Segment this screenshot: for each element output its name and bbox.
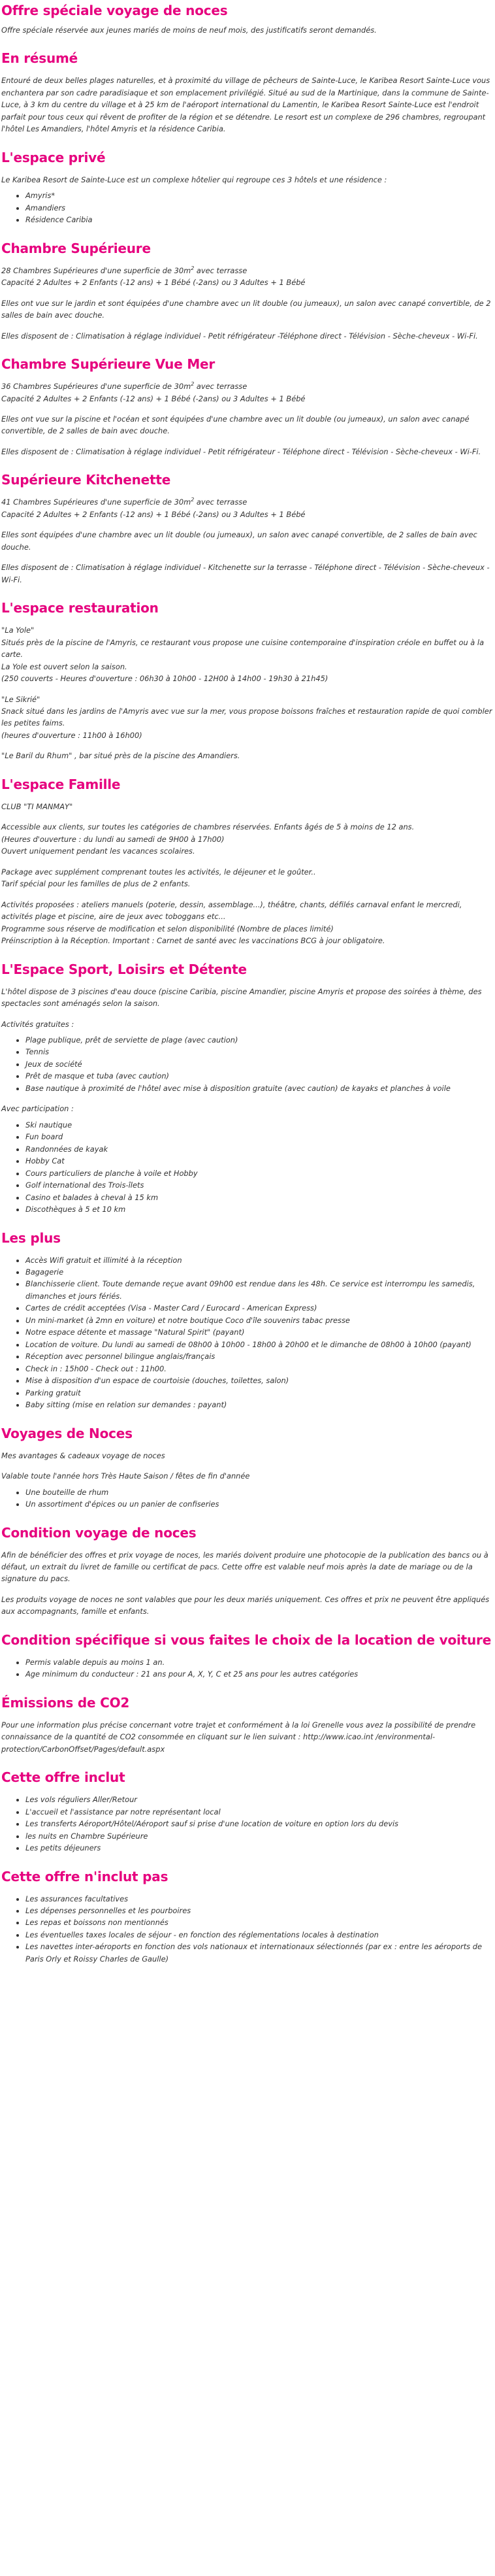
section-chambre-vue-mer	[1, 356, 492, 458]
list-item: • Les navettes inter-aéroports en fonction des vols nationaux et internationaux sélectionnés (par ex : entre les aéroports de Paris Orly et Roissy Charles de Gaulle)	[25, 1941, 492, 1965]
list-item: • Les assurances facultatives	[25, 1893, 492, 1905]
list-item: • Baby sitting (mise en relation sur demandes : payant)	[25, 1399, 492, 1411]
list-item: • Jeux de société	[25, 1058, 492, 1070]
room-description: Elles ont vue sur le jardin et sont équipées d'une chambre avec un lit double (ou jumeaux), un salon avec canapé convertible, de 2 salles de bain avec douche.	[1, 298, 491, 320]
section-les-plus	[1, 1230, 492, 1411]
list-item: • Golf international des Trois-îlets	[25, 1179, 492, 1191]
section-location-voiture	[1, 1632, 492, 1681]
section-title: Condition spécifique si vous faites le choix de la location de voiture	[1, 1631, 492, 1648]
section-offre-ninclut-pas	[1, 1869, 492, 1965]
list-item: • Permis valable depuis au moins 1 an.	[25, 1656, 492, 1668]
espace-prive-text: Le Karibea Resort de Sainte-Luce est un complexe hôtelier qui regroupe ces 3 hôtels et une résidence :	[1, 175, 387, 184]
voyages-validity: Valable toute l'année hors Très Haute Saison / fêtes de fin d'année	[1, 1471, 250, 1481]
room-equipment: Elles disposent de : Climatisation à réglage individuel - Petit réfrigérateur - Téléphone direct - Télévision - Sèche-cheveux - Wi-Fi.	[1, 446, 481, 456]
section-title: Les plus	[1, 1229, 61, 1246]
list-item: • Tennis	[25, 1046, 492, 1058]
list-item: • Accès Wifi gratuit et illimité à la réception	[25, 1254, 492, 1266]
list-item: • Résidence Caribia	[25, 214, 492, 226]
sport-intro: L'hôtel dispose de 3 piscines d'eau douce (piscine Caribia, piscine Amandier, piscine Amyris et propose des soirées à thème, des spectacles sont aménagés selon la saison.	[1, 986, 482, 1009]
section-title: L'espace Famille	[1, 776, 121, 792]
list-item: • Les transferts Aéroport/Hôtel/Aéroport sauf si prise d'une location de voiture en option lors du devis	[25, 1818, 492, 1830]
list-item: • Plage publique, prêt de serviette de plage (avec caution)	[25, 1034, 492, 1046]
section-offre-speciale	[1, 3, 492, 36]
paid-activities-label: Avec participation :	[1, 1104, 74, 1114]
section-title: Chambre Supérieure Vue Mer	[1, 356, 216, 373]
included-list	[1, 1794, 492, 1854]
list-item: • Notre espace détente et massage "Natural Spirit" (payant)	[25, 1326, 492, 1338]
section-title: Offre spéciale voyage de noces	[1, 3, 228, 18]
list-item: • Age minimum du conducteur : 21 ans pour A, X, Y, C et 25 ans pour les autres catégories	[25, 1668, 492, 1680]
list-item: • Blanchisserie client. Toute demande reçue avant 09h00 est rendue dans les 48h. Ce service est interrompu les samedis, dimanches et jours fériés.	[25, 1278, 492, 1302]
section-restauration	[1, 600, 492, 762]
club-activities: Activités proposées : ateliers manuels (poterie, dessin, assemblage...), théâtre, chants, défilés carnaval enfant le mercredi, activités plage et piscine, aire de jeux avec toboggans etc... Programme sous réserve de modification et selon disponibilité (Nombre de places limité) Préinscription à la Réception. Important : Carnet de santé avec les vaccinations BCG à jour obligatoire.	[1, 899, 462, 946]
room-capacity: Capacité 2 Adultes + 2 Enfants (-12 ans) + 1 Bébé (-2ans) ou 3 Adultes + 1 Bébé	[1, 393, 306, 403]
section-title: Cette offre inclut	[1, 1769, 125, 1786]
list-item: • Location de voiture. Du lundi au samedi de 08h00 à 10h00 - 18h00 à 20h00 et le dimanche de 08h00 à 10h00 (payant)	[25, 1339, 492, 1350]
hotel-list	[1, 190, 492, 226]
section-title: L'Espace Sport, Loisirs et Détente	[1, 961, 247, 977]
list-item: • les nuits en Chambre Supérieure	[25, 1830, 492, 1842]
section-condition-voyage	[1, 1525, 492, 1618]
club-name: CLUB "TI MANMAY"	[1, 801, 73, 811]
section-offre-inclut	[1, 1769, 492, 1854]
room-specs	[1, 265, 492, 289]
list-item: • Bagagerie	[25, 1266, 492, 1278]
offre-text: Offre spéciale réservée aux jeunes mariés de moins de neuf mois, des justificatifs seront demandés.	[1, 25, 377, 35]
section-title: En résumé	[1, 50, 78, 67]
list-item: • Check in : 15h00 - Check out : 11h00.	[25, 1363, 492, 1375]
free-activities-label: Activités gratuites :	[1, 1019, 74, 1029]
room-equipment: Elles disposent de : Climatisation à réglage individuel - Petit réfrigérateur -Téléphone direct - Télévision - Sèche-cheveux - Wi-Fi.	[1, 331, 478, 341]
section-title: Cette offre n'inclut pas	[1, 1868, 168, 1884]
list-item: • Parking gratuit	[25, 1387, 492, 1399]
section-title: Chambre Supérieure	[1, 240, 151, 256]
room-capacity: Capacité 2 Adultes + 2 Enfants (-12 ans) + 1 Bébé (-2ans) ou 3 Adultes + 1 Bébé	[1, 509, 306, 519]
list-item: • Ski nautique	[25, 1119, 492, 1131]
co2-text: Pour une information plus précise concernant votre trajet et conformément à la loi Grenelle vous avez la possibilité de prendre connaissance de la quantité de CO2 consommée en cliquant sur le lien suivant : http://www.icao.int /environmental-protection/CarbonOffset/Pages/default.aspx	[1, 1720, 476, 1754]
free-activities-list	[1, 1034, 492, 1094]
section-title: Émissions de CO2	[1, 1694, 130, 1711]
gifts-list	[1, 1486, 492, 1511]
list-item: • Fun board	[25, 1131, 492, 1143]
list-item: • Une bouteille de rhum	[25, 1486, 492, 1498]
extras-list	[1, 1254, 492, 1411]
room-count-line: 36 Chambres Supérieures d'une superficie de $30m^2$ avec terrasse	[1, 381, 248, 392]
room-specs	[1, 496, 492, 520]
club-access: Accessible aux clients, sur toutes les catégories de chambres réservées. Enfants âgés de 5 à moins de 12 ans. (Heures d'ouverture : du lundi au samedi de 9H00 à 17h00) Ouvert uniquement pendant les vacances scolaires.	[1, 822, 415, 856]
list-item: • Randonnées de kayak	[25, 1143, 492, 1155]
list-item: • Les repas et boissons non mentionnés	[25, 1916, 492, 1928]
list-item: • Cours particuliers de planche à voile et Hobby	[25, 1167, 492, 1179]
list-item: • Prêt de masque et tuba (avec caution)	[25, 1070, 492, 1082]
list-item: • Casino et balades à cheval à 15 km	[25, 1192, 492, 1203]
section-resume	[1, 50, 492, 135]
list-item: • Amandiers	[25, 202, 492, 214]
condition-text: Afin de bénéficier des offres et prix voyage de noces, les mariés doivent produire une photocopie de la publication des bancs ou à défaut, un extrait du livret de famille ou certificat de pacs. Cette offre est valable neuf mois après la date de mariage ou de la signature du pacs.	[1, 1550, 488, 1584]
list-item: • Les éventuelles taxes locales de séjour - en fonction des réglementations locales à destination	[25, 1929, 492, 1941]
room-count-line: 41 Chambres Supérieures d'une superficie de $30m^2$ avec terrasse	[1, 497, 248, 507]
list-item: • Un assortiment d'épices ou un panier de confiseries	[25, 1498, 492, 1510]
list-item: • Les dépenses personnelles et les pourboires	[25, 1905, 492, 1916]
resume-text: Entouré de deux belles plages naturelles, et à proximité du village de pêcheurs de Sainte-Luce, le Karibea Resort Sainte-Luce vous enchantera par son cadre paradisiaque et son emplacement privilégié. Situé au sud de la Martinique, dans la commune de Sainte-Luce, à 3 km du centre du village et à 25 km de l'aéroport international du Lamentin, le Karibea Resort Sainte-Luce est l'endroit parfait pour tous ceux qui rêvent de profiter de la région et se détendre. Le resort est un complexe de 296 chambres, regroupant l'hôtel Les Amandiers, l'hôtel Amyris et la résidence Caribia.	[1, 76, 490, 134]
list-item: • Cartes de crédit acceptées (Visa - Master Card / Eurocard - American Express)	[25, 1302, 492, 1314]
club-package: Package avec supplément comprenant toutes les activités, le déjeuner et le goûter.. Tarif spécial pour les familles de plus de 2 enfants.	[1, 867, 316, 889]
room-capacity: Capacité 2 Adultes + 2 Enfants (-12 ans) + 1 Bébé (-2ans) ou 3 Adultes + 1 Bébé	[1, 278, 306, 288]
room-specs	[1, 380, 492, 405]
room-description: Elles sont équipées d'une chambre avec un lit double (ou jumeaux), un salon avec canapé convertible, de 2 salles de bain avec douche.	[1, 530, 477, 552]
section-co2	[1, 1695, 492, 1755]
section-title: Voyages de Noces	[1, 1425, 133, 1441]
section-sport-loisirs	[1, 962, 492, 1216]
room-description: Elles ont vue sur la piscine et l'océan et sont équipées d'une chambre avec un lit double (ou jumeaux), un salon avec canapé convertible, de 2 salles de bain avec douche.	[1, 414, 470, 436]
list-item: • L'accueil et l'assistance par notre représentant local	[25, 1806, 492, 1818]
list-item: • Un mini-market (à 2mn en voiture) et notre boutique Coco d'île souvenirs tabac presse	[25, 1314, 492, 1326]
car-rental-conditions	[1, 1656, 492, 1681]
section-voyages-de-noces	[1, 1426, 492, 1511]
voyages-advantages: Mes avantages & cadeaux voyage de noces	[1, 1450, 165, 1460]
paid-activities-list	[1, 1119, 492, 1216]
list-item: • Base nautique à proximité de l'hôtel avec mise à disposition gratuite (avec caution) de kayaks et planches à voile	[25, 1082, 492, 1094]
section-title: Condition voyage de noces	[1, 1524, 197, 1541]
list-item: • Les petits déjeuners	[25, 1842, 492, 1854]
list-item: • Amyris*	[25, 190, 492, 201]
not-included-list	[1, 1893, 492, 1965]
restaurant-la-yole: "La Yole" Situés près de la piscine de l'Amyris, ce restaurant vous propose une cuisine contemporaine d'inspiration créole en buffet ou à la carte. La Yole est ouvert selon la saison. (250 couverts - Heures d'ouverture : 06h30 à 10h00 - 12H00 à 14h00 - 19h30 à 21h45)	[1, 626, 485, 684]
section-chambre-superieure	[1, 241, 492, 342]
condition-text: Les produits voyage de noces ne sont valables que pour les deux mariés uniquement. Ces offres et prix ne peuvent être appliqués aux accompagnants, famille et enfants.	[1, 1594, 490, 1616]
section-famille	[1, 777, 492, 947]
list-item: • Discothèques à 5 et 10 km	[25, 1203, 492, 1215]
section-title: L'espace restauration	[1, 600, 159, 616]
list-item: • Hobby Cat	[25, 1155, 492, 1167]
room-count-line: 28 Chambres Supérieures d'une superficie de $30m^2$ avec terrasse	[1, 265, 248, 275]
room-equipment: Elles disposent de : Climatisation à réglage individuel - Kitchenette sur la terrasse - Téléphone direct - Télévision - Sèche-cheveux - Wi-Fi.	[1, 563, 490, 584]
list-item: • Réception avec personnel bilingue anglais/français	[25, 1350, 492, 1362]
list-item: • Mise à disposition d'un espace de courtoisie (douches, toilettes, salon)	[25, 1375, 492, 1386]
list-item: • Les vols réguliers Aller/Retour	[25, 1794, 492, 1805]
snack-le-sikrie: "Le Sikrié" Snack situé dans les jardins de l'Amyris avec vue sur la mer, vous propose boissons fraîches et restauration rapide de quoi combler les petites faims. (heures d'ouverture : 11h00 à 16h00)	[1, 694, 492, 740]
section-title: L'espace privé	[1, 149, 106, 165]
section-title: Supérieure Kitchenette	[1, 472, 171, 488]
section-espace-prive	[1, 150, 492, 226]
section-kitchenette	[1, 472, 492, 586]
bar-baril-du-rhum: "Le Baril du Rhum" , bar situé près de la piscine des Amandiers.	[1, 751, 240, 761]
